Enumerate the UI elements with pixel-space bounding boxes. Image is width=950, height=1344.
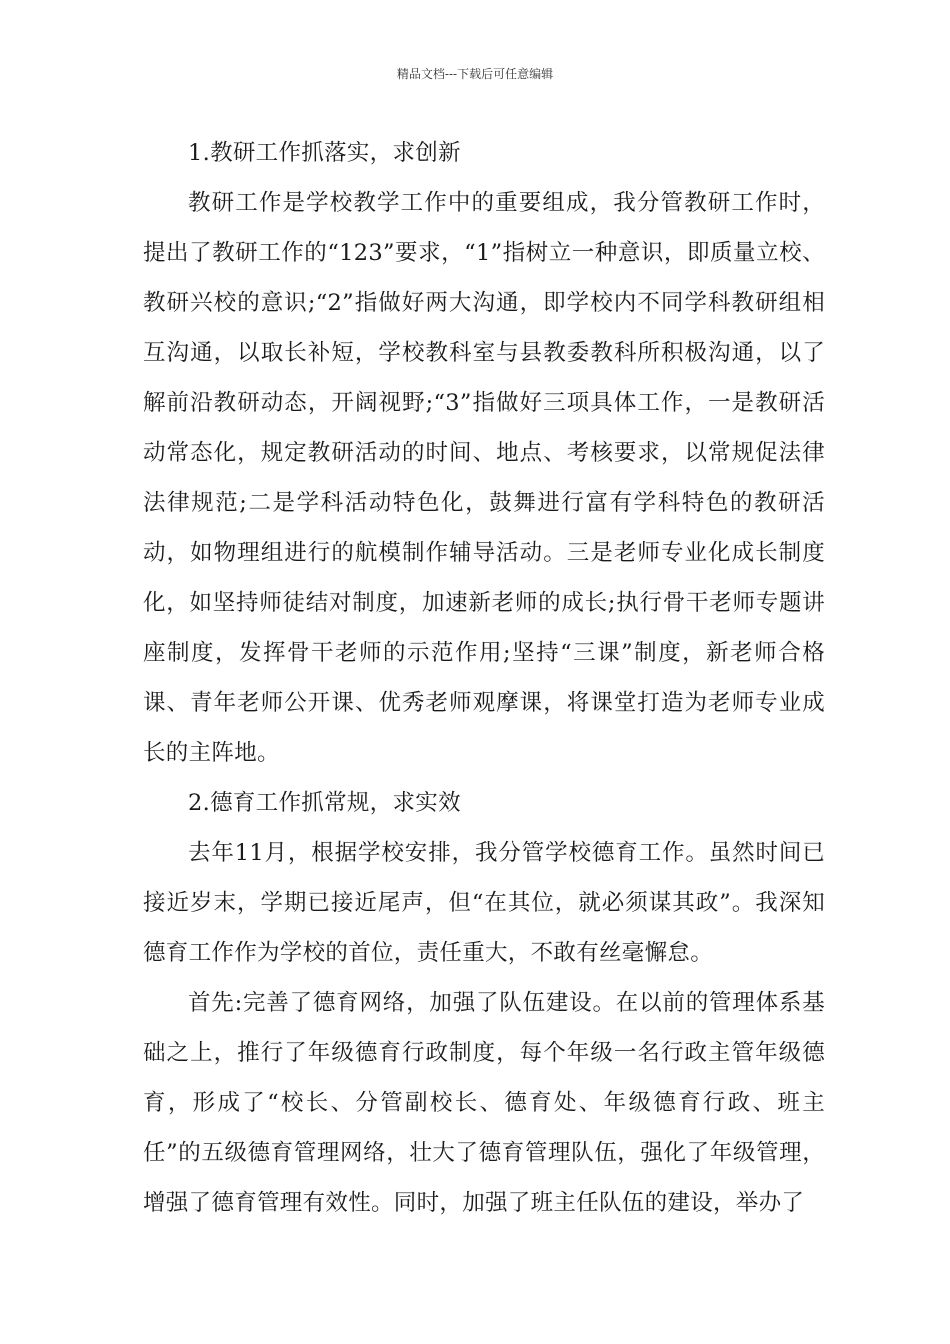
paragraph-teaching-research: 教研工作是学校教学工作中的重要组成，我分管教研工作时，提出了教研工作的“123”要求，“1”指树立一种意识，即质量立校、教研兴校的意识;“2”指做好两大沟通，即学校内不同学科教研组相互沟通，以取长补短，学校教科室与县教委教科所积极沟通，以了解前沿教研动态，开阔视野;“3”指做好三项具体工作，一是教研活动常态化，规定教研活动的时间、地点、考核要求，以常规促法律法律规范;二是学科活动特色化，鼓舞进行富有学科特色的教研活动，如物理组进行的航模制作辅导活动。三是老师专业化成长制度化，如坚持师徒结对制度，加速新老师的成长;执行骨干老师专题讲座制度，发挥骨干老师的示范作用;坚持“三课”制度，新老师合格课、青年老师公开课、优秀老师观摩课，将课堂打造为老师专业成长的主阵地。 [143, 190, 825, 766]
section-heading-teaching-research: 1.教研工作抓落实，求创新 [188, 140, 461, 166]
paragraph-moral-education-intro: 去年11月，根据学校安排，我分管学校德育工作。虽然时间已接近岁末，学期已接近尾声，但“在其位，就必须谋其政”。我深知德育工作作为学校的首位，责任重大，不敢有丝毫懈怠。 [143, 840, 825, 966]
section-heading-moral-education: 2.德育工作抓常规，求实效 [188, 790, 461, 816]
page-header: 精品文档---下载后可任意编辑 [396, 67, 554, 81]
document-body [143, 128, 825, 1228]
paragraph-moral-education-first: 首先:完善了德育网络，加强了队伍建设。在以前的管理体系基础之上，推行了年级德育行政制度，每个年级一名行政主管年级德育，形成了“校长、分管副校长、德育处、年级德育行政、班主任”的五级德育管理网络，壮大了德育管理队伍，强化了年级管理，增强了德育管理有效性。同时，加强了班主任队伍的建设，举办了 [143, 990, 825, 1216]
